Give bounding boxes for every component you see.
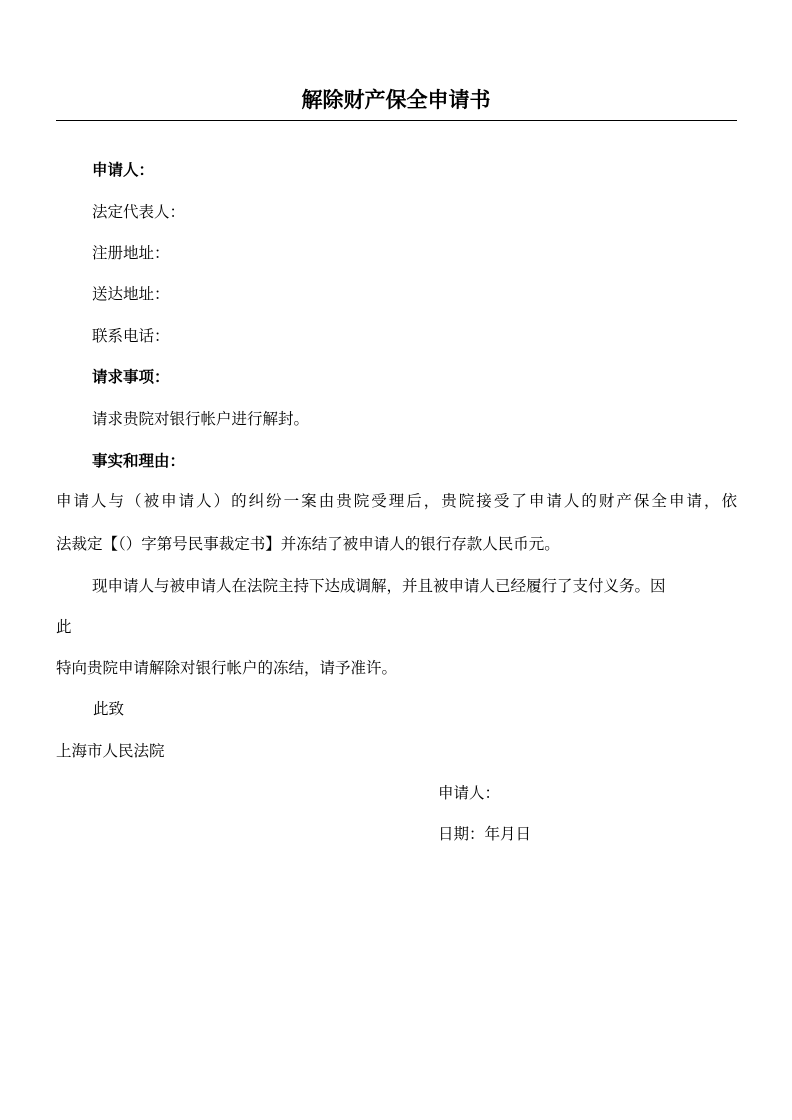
phone-label: 联系电话： [92, 327, 170, 345]
facts-line-1: 申请人与（被申请人）的纠纷一案由贵院受理后，贵院接受了申请人的财产保全申请，依 [56, 492, 737, 510]
closing-phrase: 此致 [93, 700, 125, 718]
claims-text: 请求贵院对银行帐户进行解封。 [92, 410, 310, 428]
service-address-label: 送达地址： [92, 285, 170, 303]
title-underline [56, 120, 737, 121]
facts-line-5: 特向贵院申请解除对银行帐户的冻结，请予准许。 [56, 659, 398, 677]
signature-label: 申请人： [438, 784, 501, 802]
document-title: 解除财产保全申请书 [301, 88, 491, 112]
addressee-court: 上海市人民法院 [56, 742, 165, 760]
facts-line-4: 此 [56, 618, 72, 636]
date-label: 日期：年月日 [438, 825, 532, 843]
facts-line-3: 现申请人与被申请人在法院主持下达成调解，并且被申请人已经履行了支付义务。因 [92, 577, 666, 595]
claims-heading: 请求事项： [92, 368, 170, 386]
legal-rep-label: 法定代表人： [92, 203, 186, 221]
facts-line-2: 法裁定【（）字第号民事裁定书】并冻结了被申请人的银行存款人民币元。 [56, 535, 560, 553]
registered-address-label: 注册地址： [92, 244, 170, 262]
applicant-heading: 申请人： [92, 161, 155, 179]
facts-heading: 事实和理由： [92, 452, 186, 470]
